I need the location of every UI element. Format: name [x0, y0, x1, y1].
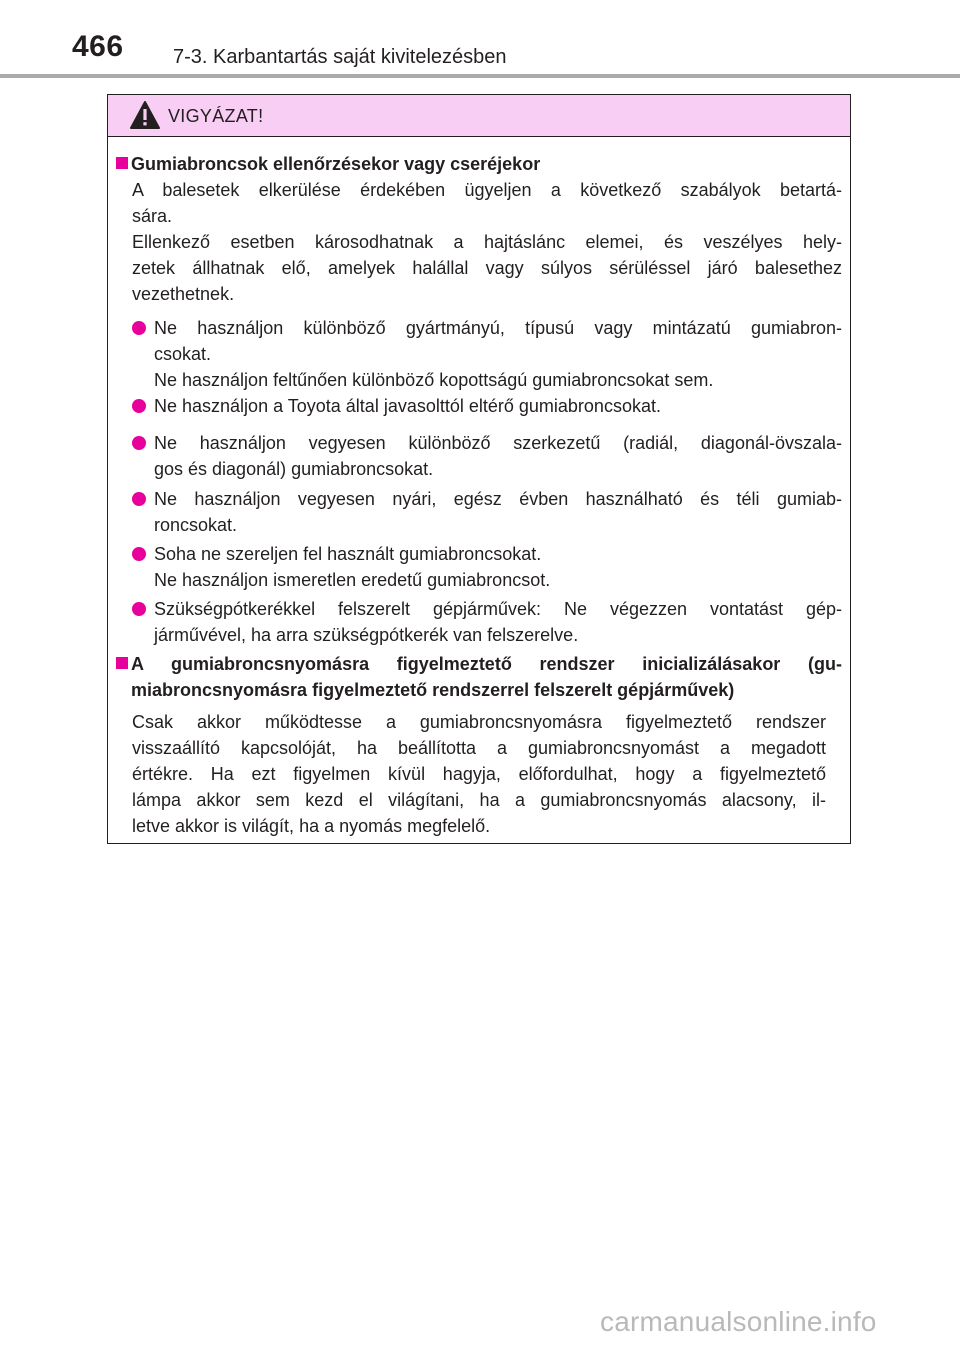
bullet-item: Ne használjon vegyesen nyári, egész évben használható és téli gumiab- roncsokat.: [132, 486, 842, 538]
square-bullet-icon: [116, 657, 128, 669]
warning-title: VIGYÁZAT!: [168, 106, 264, 126]
circle-bullet-icon: [132, 602, 146, 616]
bullet-item: Ne használjon vegyesen különböző szerkezetű (radiál, diagonál-övszala- gos és diagonál) gumiabroncsokat.: [132, 430, 842, 482]
tpms-paragraph: Csak akkor működtesse a gumiabroncsnyomásra figyelmeztető rendszer visszaállító kapcsolóját, ha beállította a gumiabroncsnyomást a megadott értékre. Ha ezt figyelmen kívül hagyja, előfordulhat, hogy a figyelmeztető lámpa akkor sem kezd el világítani, ha a gumiabroncsnyomás alacsony, il- letve akkor is világít, ha a nyomás megfelelő.: [132, 712, 826, 836]
bullet-item: Soha ne szereljen fel használt gumiabroncsokat. Ne használjon ismeretlen eredetű gumiabroncsot.: [132, 541, 842, 593]
circle-bullet-icon: [132, 436, 146, 450]
page-header: [0, 0, 960, 80]
section-heading-tire-check: Gumiabroncsok ellenőrzésekor vagy cseréjekor: [116, 151, 842, 177]
section-heading-tpms: A gumiabroncsnyomásra figyelmeztető rendszer inicializálásakor (gu- miabroncsnyomásra figyelmeztető rendszerrel felszerelt gépjárművek): [116, 651, 842, 703]
warning-box: [107, 94, 851, 844]
bullet-item: Ne használjon a Toyota által javasolttól eltérő gumiabroncsokat.: [132, 393, 842, 419]
intro-paragraph: A balesetek elkerülése érdekében ügyeljen a következő szabályok betartá- sára. Ellenkező esetben károsodhatnak a hajtáslánc elemei, és veszélyes hely- zetek állhatnak elő, amelyek halállal vagy súlyos sérüléssel járó balesethez vezethetnek.: [132, 180, 842, 304]
square-bullet-icon: [116, 157, 128, 169]
circle-bullet-icon: [132, 399, 146, 413]
circle-bullet-icon: [132, 547, 146, 561]
circle-bullet-icon: [132, 321, 146, 335]
watermark: carmanualsonline.info: [600, 1306, 877, 1337]
section-title: 7-3. Karbantartás saját kivitelezésben: [173, 46, 507, 68]
bullet-item: Szükségpótkerékkel felszerelt gépjárművek: Ne végezzen vontatást gép- járművével, ha arra szükségpótkerék van felszerelve.: [132, 596, 842, 648]
warning-triangle-icon: [129, 100, 161, 130]
warning-header: [108, 95, 850, 137]
bullet-item: Ne használjon különböző gyártmányú, típusú vagy mintázatú gumiabron- csokat. Ne használjon feltűnően különböző kopottságú gumiabroncsokat sem.: [132, 315, 842, 393]
header-divider: [0, 74, 960, 78]
page-number: 466: [72, 30, 124, 63]
circle-bullet-icon: [132, 492, 146, 506]
